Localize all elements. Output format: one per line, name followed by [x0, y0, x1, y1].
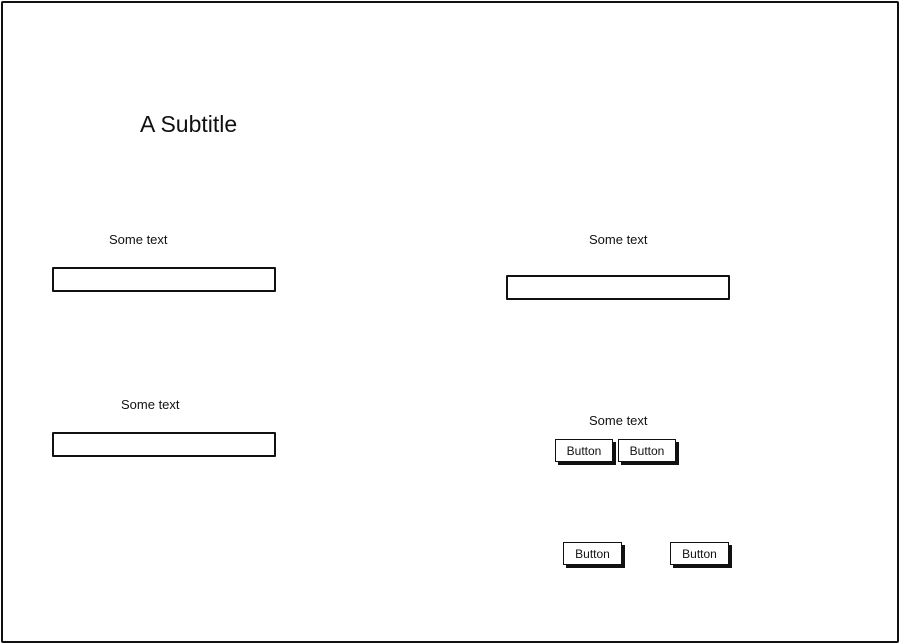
bottom-button-1[interactable]: Button	[563, 542, 622, 565]
right-text-input[interactable]	[506, 275, 730, 300]
wireframe-window	[1, 1, 899, 643]
left-text-input-2[interactable]	[52, 432, 276, 457]
button-group-label: Some text	[589, 413, 648, 428]
bottom-button-2[interactable]: Button	[670, 542, 729, 565]
group-button-2[interactable]: Button	[618, 439, 676, 462]
left-text-input-1[interactable]	[52, 267, 276, 292]
left-field-1-label: Some text	[109, 232, 168, 247]
group-button-1[interactable]: Button	[555, 439, 613, 462]
left-field-2-label: Some text	[121, 397, 180, 412]
page-subtitle: A Subtitle	[140, 111, 238, 137]
right-field-label: Some text	[589, 232, 648, 247]
